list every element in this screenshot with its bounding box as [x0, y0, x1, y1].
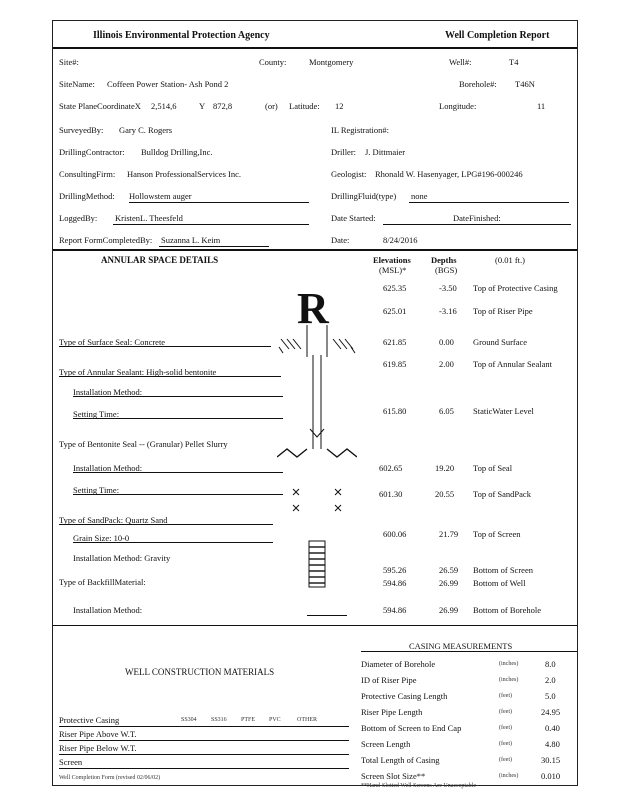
grain-size-underline [73, 542, 273, 543]
casing-row-unit: (inches) [499, 773, 519, 779]
depth-value: 21.79 [439, 529, 459, 539]
depth-description: Top of Seal [473, 463, 513, 473]
driller-label: Driller: [331, 147, 357, 157]
long-value: 11 [537, 101, 546, 111]
casing-title-rule [361, 651, 577, 652]
ilreg-label: IL Registration#: [331, 125, 389, 135]
material-col-header: PTFE [241, 717, 256, 723]
date-value: 8/24/2016 [383, 235, 418, 245]
sitename-value: Coffeen Power Station- Ash Pond 2 [107, 79, 229, 89]
depth-value: 26.59 [439, 565, 459, 575]
logged-underline [113, 224, 309, 225]
depth-description: Bottom of Borehole [473, 605, 541, 615]
elev-value: 625.01 [383, 306, 407, 316]
lat-label: Latitude: [289, 101, 320, 111]
county-value: Montgomery [309, 57, 354, 67]
date-finished-label: DateFinished: [453, 213, 501, 223]
method-label: DrillingMethod: [59, 191, 115, 201]
elev-value: 625.35 [383, 283, 407, 293]
casing-row-unit: (feet) [499, 725, 512, 731]
elev-value: 619.85 [383, 359, 407, 369]
casing-row-value: 2.0 [545, 675, 556, 685]
geologist-value: Rhonald W. Hasenyager, LPG#196-000246 [375, 169, 523, 179]
material-col-header: PVC [269, 717, 281, 723]
report-completed-value: Suzanna L. Keim [161, 235, 221, 245]
borehole-value: T46N [515, 79, 535, 89]
material-row-rule [59, 768, 349, 769]
casing-footnote: **Hand-Slotted Well Screens Are Unacceptable [361, 783, 477, 789]
elev-value: 621.85 [383, 337, 407, 347]
casing-row-label: ID of Riser Pipe [361, 675, 417, 685]
setting-time-label: Setting Time: [73, 409, 120, 419]
report-completed-label: Report FormCompletedBy: [59, 235, 153, 245]
casing-row-unit: (feet) [499, 757, 512, 763]
depth-value: 26.99 [439, 605, 459, 615]
casing-row-unit: (feet) [499, 693, 512, 699]
casing-row-value: 5.0 [545, 691, 556, 701]
drilling-contractor-value: Bulldog Drilling,Inc. [141, 147, 213, 157]
consulting-label: ConsultingFirm: [59, 169, 116, 179]
depth-value: 2.00 [439, 359, 454, 369]
backfill-underline [307, 615, 347, 616]
sandpack-underline [59, 524, 273, 525]
depth-description: Top of SandPack [473, 489, 531, 499]
depth-value: 0.00 [439, 337, 454, 347]
depth-description: Bottom of Well [473, 578, 526, 588]
depths-label: Depths [431, 255, 457, 265]
casing-row-value: 24.95 [541, 707, 561, 717]
casing-row-label: Protective Casing Length [361, 691, 448, 701]
dates-underline [383, 224, 571, 225]
setting-time-label: Setting Time: [73, 485, 120, 495]
casing-row-value: 0.010 [541, 771, 561, 781]
plane-label: State PlaneCoordinateX [59, 101, 141, 111]
elevations-label: Elevations [373, 255, 411, 265]
driller-value: J. Dittmaier [365, 147, 406, 157]
y-value: 872,8 [213, 101, 233, 111]
depth-description: Top of Annular Sealant [473, 359, 552, 369]
material-col-header: SS316 [211, 717, 227, 723]
header-rule [53, 47, 577, 49]
annular-title: ANNULAR SPACE DETAILS [101, 255, 219, 265]
depth-description: Bottom of Screen [473, 565, 533, 575]
material-row-label: Riser Pipe Below W.T. [59, 743, 137, 753]
depths-unit: (BGS) [435, 265, 458, 275]
date-label: Date: [331, 235, 350, 245]
casing-row-label: Screen Slot Size** [361, 771, 426, 781]
method-underline [129, 202, 309, 203]
material-col-header: SS304 [181, 717, 197, 723]
grain-size-label: Grain Size: 10-0 [73, 533, 130, 543]
fluid-value: none [411, 191, 428, 201]
casing-title: CASING MEASUREMENTS [409, 641, 513, 651]
elev-value: 594.86 [383, 605, 407, 615]
elev-value: 602.65 [379, 463, 403, 473]
casing-row-unit: (feet) [499, 741, 512, 747]
elev-value: 601.30 [379, 489, 403, 499]
casing-row-label: Bottom of Screen to End Cap [361, 723, 462, 733]
casing-row-label: Screen Length [361, 739, 411, 749]
logged-label: LoggedBy: [59, 213, 98, 223]
surface-seal-underline [59, 346, 271, 347]
depth-description: Top of Screen [473, 529, 521, 539]
construction-title: WELL CONSTRUCTION MATERIALS [125, 667, 275, 677]
setting-time-underline [73, 418, 283, 419]
bentonite-seal-label: Type of Bentonite Seal -- (Granular) Pellet Slurry [59, 439, 228, 449]
casing-row-value: 4.80 [545, 739, 560, 749]
elev-value: 595.26 [383, 565, 407, 575]
casing-row-unit: (feet) [499, 709, 512, 715]
surface-seal-label: Type of Surface Seal: Concrete [59, 337, 166, 347]
material-col-header: OTHER [297, 717, 317, 723]
elevations-unit: (MSL)* [379, 265, 407, 275]
precision-label: (0.01 ft.) [495, 255, 525, 265]
material-row-rule [59, 754, 349, 755]
casing-row-unit: (inches) [499, 677, 519, 683]
date-started-label: Date Started: [331, 213, 376, 223]
well-completion-form [52, 20, 578, 789]
material-row-rule [59, 726, 349, 727]
install-method-label: Installation Method: Gravity [73, 553, 171, 563]
county-label: County: [259, 57, 287, 67]
sandpack-label: Type of SandPack: Quartz Sand [59, 515, 168, 525]
depth-description: Top of Riser Pipe [473, 306, 533, 316]
method-value: Hollowstem auger [129, 191, 192, 201]
annular-sealant-underline [59, 376, 281, 377]
site-label: Site#: [59, 57, 79, 67]
casing-row-value: 0.40 [545, 723, 560, 733]
annular-bottom-rule [53, 625, 577, 626]
well-diagram [277, 325, 357, 595]
depth-description: Ground Surface [473, 337, 528, 347]
depth-value: 6.05 [439, 406, 454, 416]
elev-value: 594.86 [383, 578, 407, 588]
depth-value: 26.99 [439, 578, 459, 588]
depth-value: 20.55 [435, 489, 455, 499]
material-row-rule [59, 740, 349, 741]
report-completed-underline [159, 246, 269, 247]
casing-row-unit: (inches) [499, 661, 519, 667]
material-row-label: Screen [59, 757, 83, 767]
lat-value: 12 [335, 101, 344, 111]
install-method-underline [73, 396, 283, 397]
backfill-label: Type of BackfillMaterial: [59, 577, 146, 587]
install-method-label: Installation Method: [73, 463, 143, 473]
well-value: T4 [509, 57, 519, 67]
well-symbol: R [297, 284, 329, 333]
casing-row-value: 30.15 [541, 755, 561, 765]
depth-value: -3.16 [439, 306, 457, 316]
drilling-contractor-label: DrillingContractor: [59, 147, 125, 157]
borehole-label: Borehole#: [459, 79, 497, 89]
site-block-rule [53, 249, 577, 251]
install-method-label: Installation Method: [73, 605, 143, 615]
annular-sealant-label: Type of Annular Sealant: High-solid bentonite [59, 367, 217, 377]
fluid-label: DrillingFluid(type) [331, 191, 397, 201]
elev-value: 615.80 [383, 406, 407, 416]
casing-row-label: Total Length of Casing [361, 755, 440, 765]
y-label: Y [199, 101, 206, 111]
elev-value: 600.06 [383, 529, 407, 539]
x-value: 2,514,6 [151, 101, 177, 111]
geologist-label: Geologist: [331, 169, 367, 179]
well-label: Well#: [449, 57, 472, 67]
agency-title: Illinois Environmental Protection Agency [93, 30, 270, 41]
setting-time-underline [73, 494, 283, 495]
casing-row-value: 8.0 [545, 659, 556, 669]
depth-value: 19.20 [435, 463, 455, 473]
casing-row-label: Riser Pipe Length [361, 707, 423, 717]
surveyed-value: Gary C. Rogers [119, 125, 173, 135]
depth-description: Top of Protective Casing [473, 283, 558, 293]
fluid-underline [409, 202, 569, 203]
install-method-underline [73, 472, 283, 473]
casing-row-label: Diameter of Borehole [361, 659, 436, 669]
logged-value: KristenL. Theesfeld [115, 213, 183, 223]
consulting-value: Hanson ProfessionalServices Inc. [127, 169, 242, 179]
material-row-label: Protective Casing [59, 715, 120, 725]
sitename-label: SiteName: [59, 79, 95, 89]
depth-value: -3.50 [439, 283, 457, 293]
depth-description: StaticWater Level [473, 406, 534, 416]
report-title: Well Completion Report [445, 30, 550, 41]
surveyed-label: SurveyedBy: [59, 125, 104, 135]
form-footnote: Well Completion Form (revised 02/06/02) [59, 775, 161, 781]
material-row-label: Riser Pipe Above W.T. [59, 729, 137, 739]
long-label: Longitude: [439, 101, 477, 111]
install-method-label: Installation Method: [73, 387, 143, 397]
or-label: (or) [265, 101, 278, 111]
